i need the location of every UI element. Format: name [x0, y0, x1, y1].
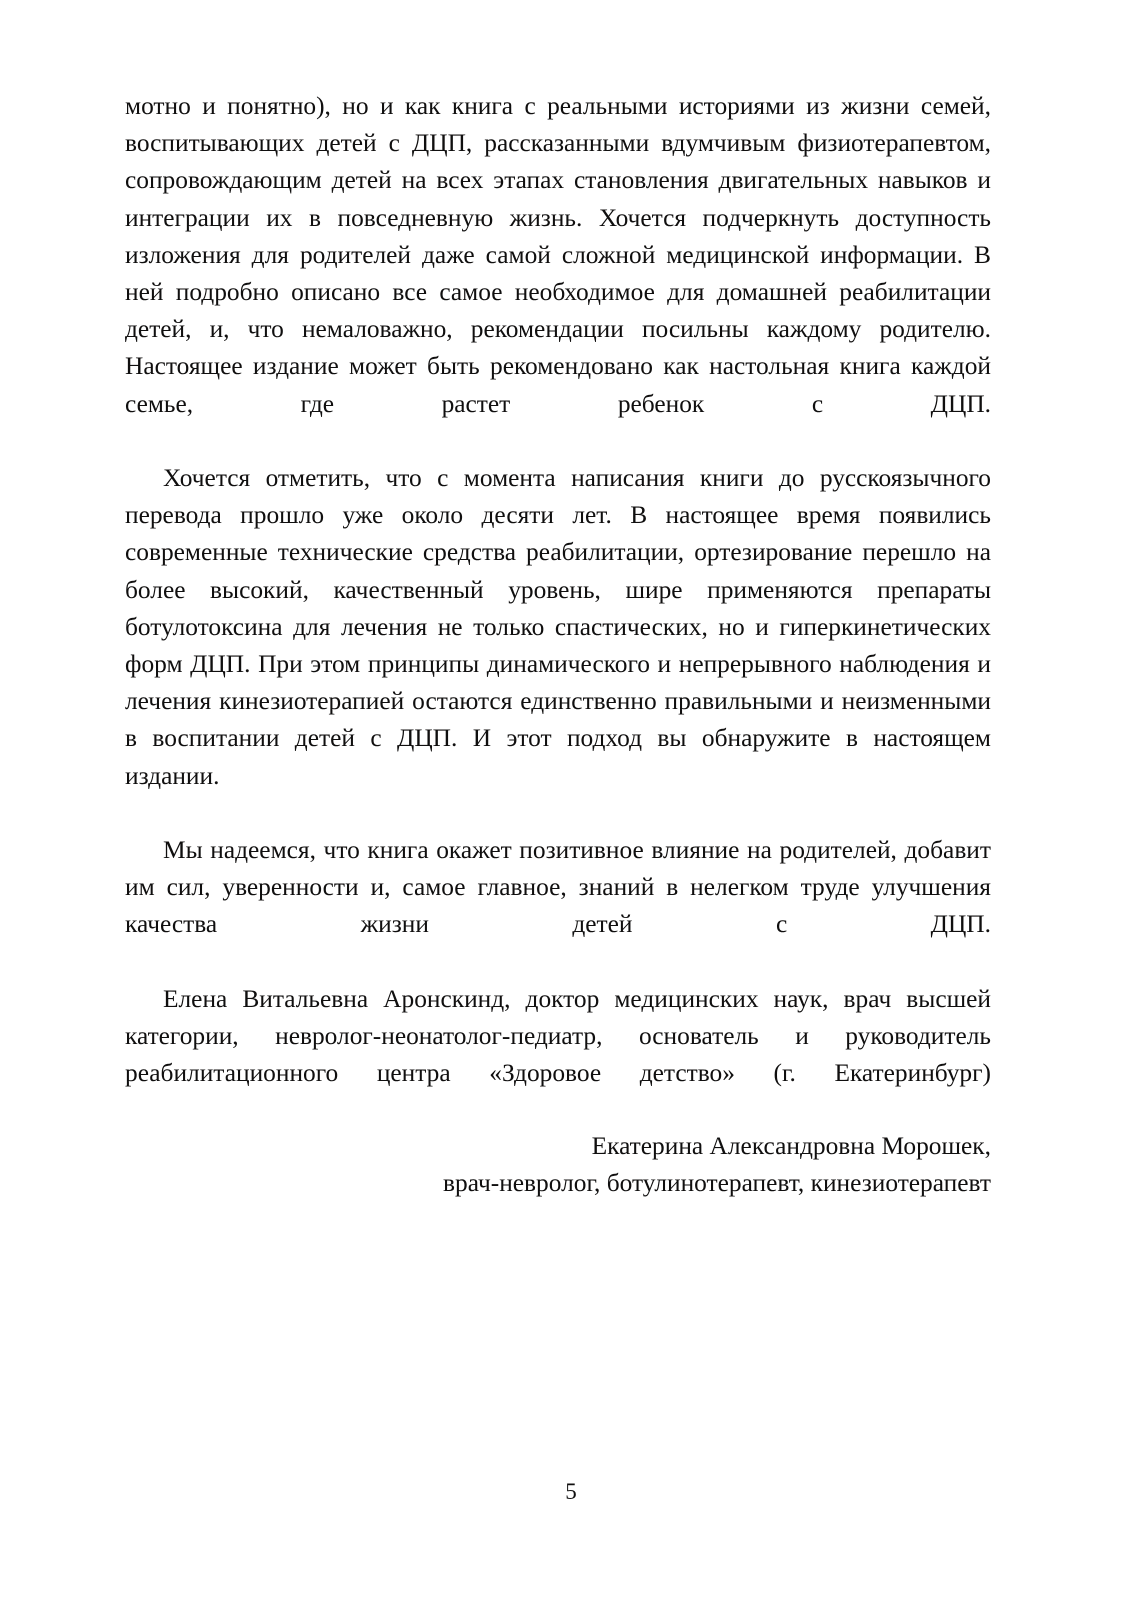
- page-number: 5: [565, 1479, 577, 1504]
- signature-line-titles: врач-невролог, ботулинотерапевт, кинезиотерапевт: [443, 1169, 991, 1198]
- signature-block: [125, 1128, 991, 1202]
- body-paragraph-aronskind-attribution: Елена Витальевна Аронскинд, доктор медицинских наук, врач высшей категории, невролог-неонатолог-педиатр, основатель и руководитель реабилитационного центра «Здоровое детство» (г. Екатеринбург): [125, 984, 991, 1088]
- body-paragraph-hope: Мы надеемся, что книга окажет позитивное влияние на родителей, добавит им сил, уверенности и, самое главное, знаний в нелегком труде улучшения качества жизни детей с ДЦП.: [125, 836, 991, 939]
- body-paragraph-continuation: мотно и понятно), но и как книга с реальными историями из жизни семей, воспитывающих детей с ДЦП, рассказанными вдумчивым физиотерапевтом, сопровождающим детей на всех этапах становления двигательных навыков и интеграции их в повседневную жизнь. Хочется подчеркнуть доступность изложения для родителей даже самой сложной медицинской информации. В ней подробно описано все самое необходимое для домашней реабилитации детей, и, что немаловажно, рекомендации посильны каждому родителю. Настоящее издание может быть рекомендовано как настольная книга каждой семье, где растет ребенок с ДЦП.: [125, 92, 991, 418]
- signature-line-name: Екатерина Александровна Морошек,: [591, 1132, 991, 1160]
- body-paragraph-translation-note: Хочется отметить, что с момента написания книги до русскоязычного перевода прошло уже около десяти лет. В настоящее время появились современные технические средства реабилитации, ортезирование перешло на более высокий, качественный уровень, шире применяются препараты ботулотоксина для лечения не только спастических, но и гиперкинетических форм ДЦП. При этом принципы динамического и непрерывного наблюдения и лечения кинезиотерапией остаются единственно правильными и неизменными в воспитании детей с ДЦП. И этот подход вы обнаружите в настоящем издании.: [125, 464, 991, 790]
- body-text-column: [125, 88, 991, 1130]
